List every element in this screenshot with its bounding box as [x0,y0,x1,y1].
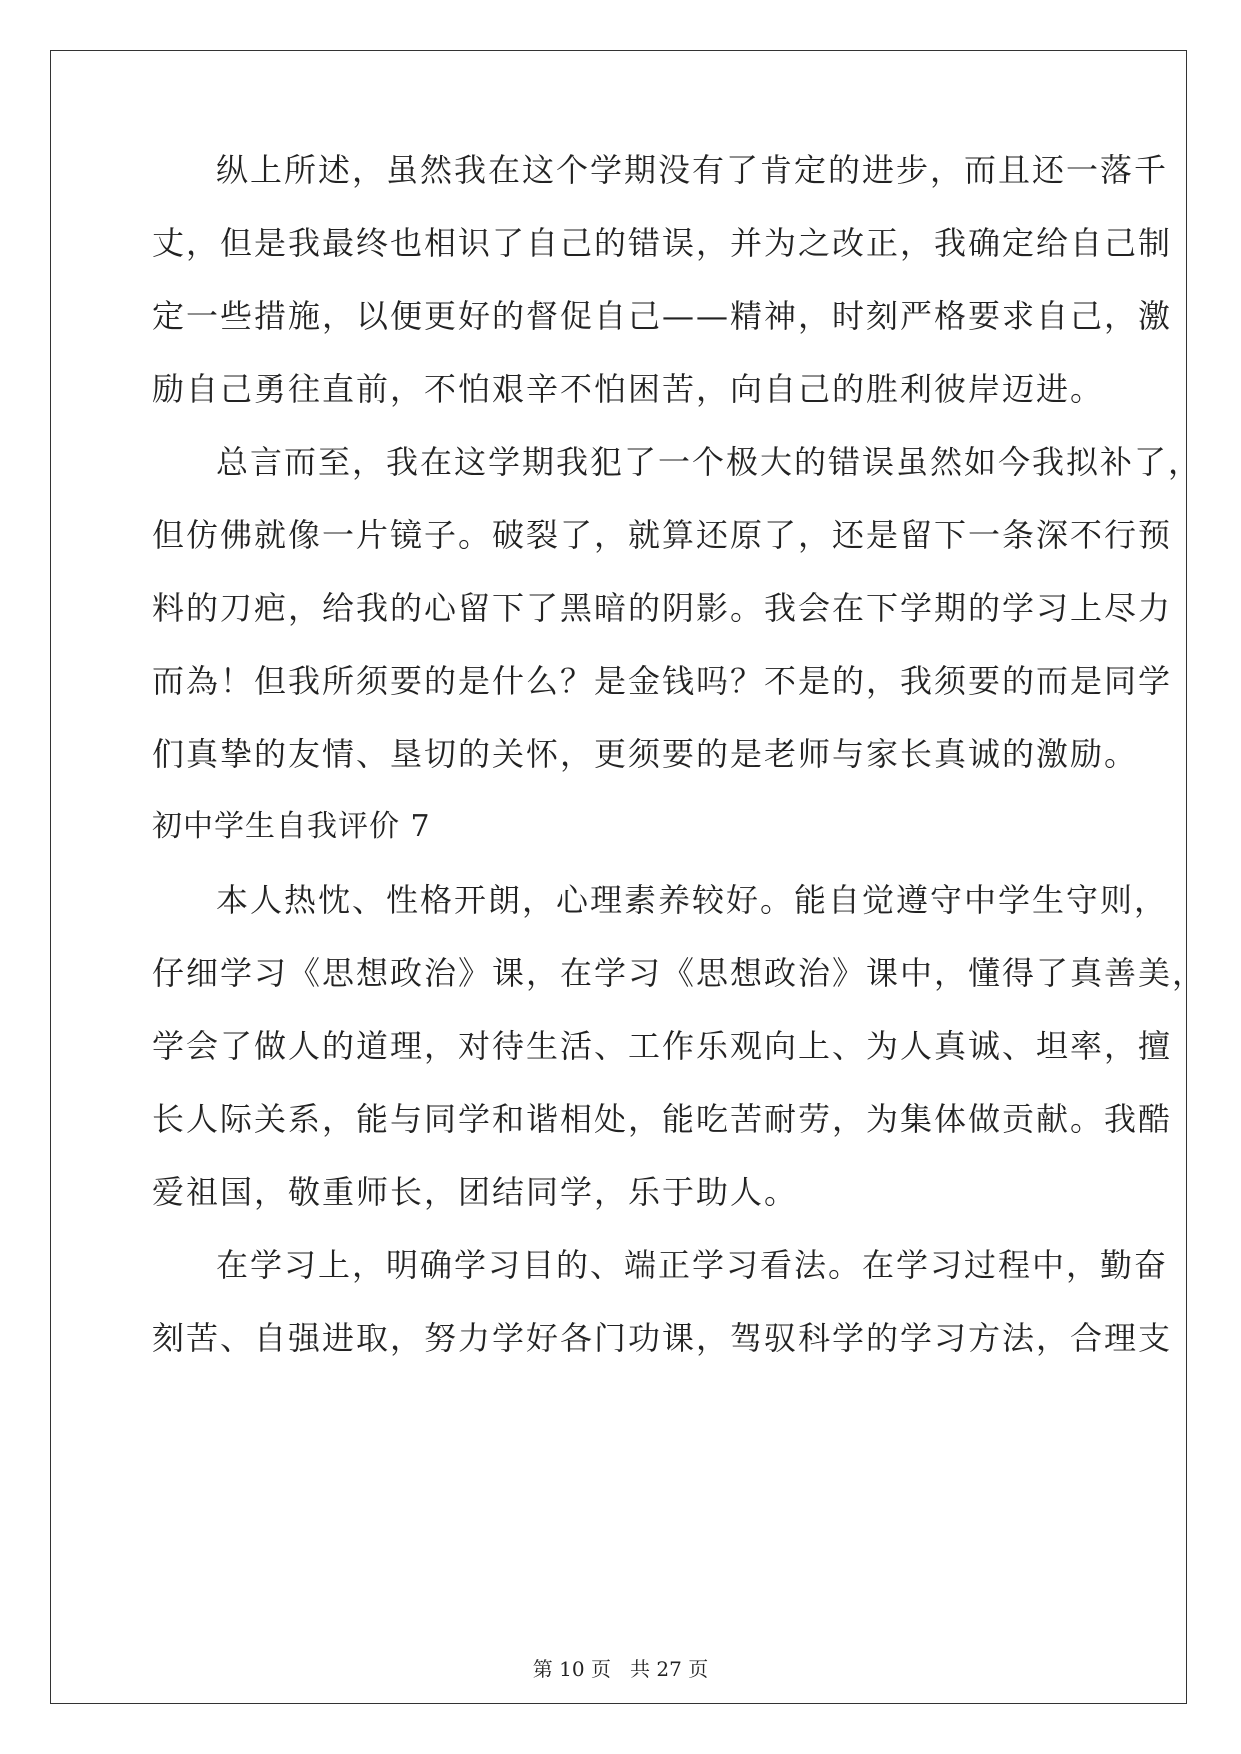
paragraph-line: 爱祖国，敬重师长，团结同学，乐于助人。 [152,1173,799,1211]
paragraph-line: 励自己勇往直前，不怕艰辛不怕困苦，向自己的胜利彼岸迈进。 [152,370,1105,408]
paragraph-line: 料的刀疤，给我的心留下了黑暗的阴影。我会在下学期的学习上尽力 [152,589,1173,627]
paragraph-line: 本人热忱、性格开朗，心理素养较好。能自觉遵守中学生守则， [216,881,1169,919]
paragraph-line: 定一些措施，以便更好的督促自己——精神，时刻严格要求自己，激 [152,297,1173,335]
paragraph-line: 在学习上，明确学习目的、端正学习看法。在学习过程中，勤奋 [216,1246,1169,1284]
paragraph-line: 刻苦、自强进取，努力学好各门功课，驾驭科学的学习方法，合理支 [152,1319,1173,1357]
paragraph-line: 长人际关系，能与同学和谐相处，能吃苦耐劳，为集体做贡献。我酷 [152,1100,1173,1138]
paragraph-line: 总言而至，我在这学期我犯了一个极大的错误虽然如今我拟补了， [216,443,1203,481]
paragraph-line: 但仿佛就像一片镜子。破裂了，就算还原了，还是留下一条深不行预 [152,516,1173,554]
paragraph-line: 而為！但我所须要的是什么？是金钱吗？不是的，我须要的而是同学 [152,662,1173,700]
section-heading: 初中学生自我评价 7 [152,809,431,844]
paragraph-line: 们真挚的友情、垦切的关怀，更须要的是老师与家长真诚的激励。 [152,735,1139,773]
paragraph-line: 丈，但是我最终也相识了自己的错误，并为之改正，我确定给自己制 [152,224,1173,262]
paragraph-line: 学会了做人的道理，对待生活、工作乐观向上、为人真诚、坦率，擅 [152,1027,1173,1065]
page-number-footer: 第 10 页 共 27 页 [532,1657,709,1681]
paragraph-line: 纵上所述，虽然我在这个学期没有了肯定的进步，而且还一落千 [216,151,1169,189]
paragraph-line: 仔细学习《思想政治》课，在学习《思想政治》课中，懂得了真善美， [152,954,1207,992]
